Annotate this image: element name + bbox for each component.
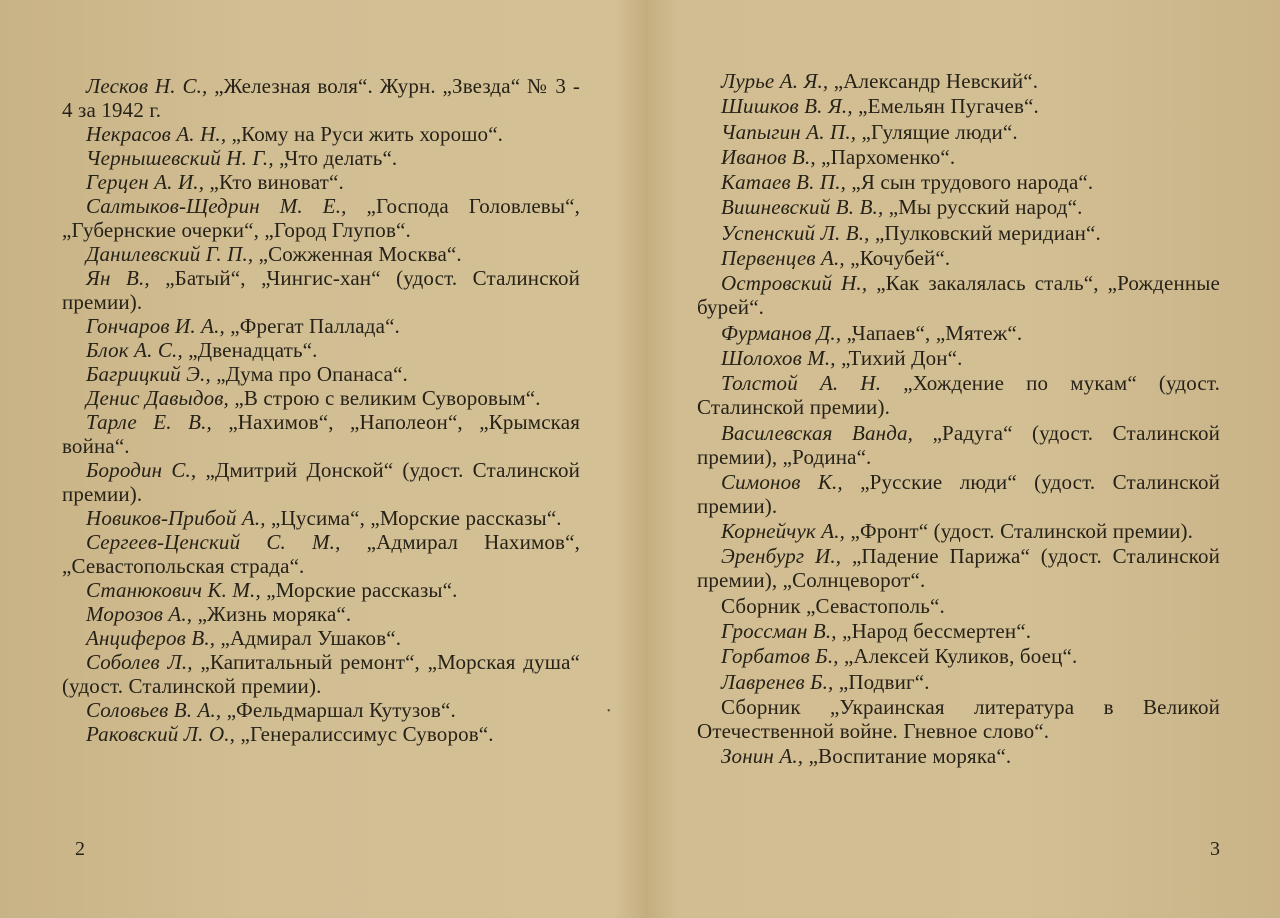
bibliography-entry: [62, 242, 580, 266]
entry-author: Гроссман В.,: [721, 619, 837, 644]
bibliography-entry: [697, 644, 1220, 668]
entry-author: Некрасов А. Н.,: [86, 122, 227, 146]
bibliography-entry: [697, 346, 1220, 370]
entry-author: Анциферов В.,: [86, 626, 216, 650]
bibliography-entry: [697, 221, 1220, 245]
entry-author: Горбатов Б.,: [721, 644, 839, 669]
entry-author: Морозов А.,: [86, 602, 193, 626]
entry-title: „Фронт“ (удост. Сталинской премии).: [845, 519, 1194, 544]
entry-author: Эренбург И.,: [721, 544, 842, 569]
entry-author: Соловьев В. А.,: [86, 698, 222, 722]
entry-title: „Кому на Руси жить хорошо“.: [226, 122, 504, 146]
entry-author: Чапыгин А. П.,: [721, 119, 857, 144]
bibliography-entry: [62, 626, 580, 650]
bibliography-entry: [62, 386, 580, 410]
bibliography-entry: [697, 170, 1220, 194]
entry-title: „Алексей Куликов, боец“.: [838, 644, 1078, 669]
bibliography-entry: [62, 314, 580, 338]
entry-author: Багрицкий Э.,: [86, 362, 211, 386]
entry-title: Сборник „Севастополь“.: [721, 593, 945, 618]
entry-author: Катаев В. П.,: [721, 170, 846, 195]
entry-author: Салтыков-Щедрин М. Е.,: [86, 194, 347, 218]
left-page: [62, 0, 580, 918]
bibliography-entry: [62, 170, 580, 194]
entry-title: „Емельян Пугачев“.: [852, 94, 1039, 119]
bibliography-entry: [697, 94, 1220, 118]
entry-author: Шолохов М.,: [721, 345, 836, 370]
bibliography-entry: [697, 695, 1220, 743]
entry-title: „Воспитание моряка“.: [803, 744, 1012, 769]
entry-title: „Гулящие люди“.: [856, 119, 1018, 144]
bibliography-entry: [697, 470, 1220, 518]
entry-title: „Дмитрий Донской“ (удост. Сталинской премии).: [62, 458, 580, 506]
left-page-entries: [62, 74, 580, 746]
right-page-number: 3: [1210, 838, 1220, 860]
bibliography-entry: [697, 69, 1220, 93]
entry-author: Успенский Л. В.,: [721, 220, 870, 245]
bibliography-entry: [697, 120, 1220, 144]
entry-author: Толстой А. Н.: [721, 371, 882, 396]
entry-title: „Я сын трудового народа“.: [846, 170, 1094, 195]
entry-author: Данилевский Г. П.,: [86, 242, 254, 266]
bibliography-entry: [697, 544, 1220, 592]
bibliography-entry: [697, 246, 1220, 270]
entry-title: „Народ бессмертен“.: [836, 619, 1032, 644]
bibliography-entry: [62, 266, 580, 314]
bibliography-entry: [62, 122, 580, 146]
entry-author: Соболев Л.,: [86, 650, 193, 674]
entry-title: „Сожженная Москва“.: [253, 242, 462, 266]
entry-author: Ян В.,: [86, 266, 150, 290]
entry-title: „Дума про Опанаса“.: [210, 362, 408, 386]
right-page: [697, 0, 1220, 918]
gutter-mark: •: [607, 706, 611, 717]
entry-title: „Кочубей“.: [844, 246, 951, 271]
entry-title: Сборник „Украинская литература в Великой Отечественной войне. Гневное слово“.: [697, 694, 1220, 743]
entry-author: Станюкович К. М.,: [86, 578, 261, 602]
entry-title: „Пархоменко“.: [815, 144, 956, 169]
entry-title: „Адмирал Ушаков“.: [215, 626, 402, 650]
entry-author: Чернышевский Н. Г.,: [86, 146, 274, 170]
entry-title: „Русские люди“ (удост. Сталинской премии).: [697, 469, 1220, 518]
entry-title: „Фельдмаршал Кутузов“.: [221, 698, 456, 722]
entry-title: „Фрегат Паллада“.: [224, 314, 400, 338]
entry-title: „Господа Головлевы“, „Губернские очерки“, „Город Глупов“.: [62, 194, 580, 242]
entry-title: „Морские рассказы“.: [260, 578, 458, 602]
entry-title: „Батый“, „Чингис-хан“ (удост. Сталинской премии).: [62, 266, 580, 314]
bibliography-entry: [62, 194, 580, 242]
entry-title: „Александр Невский“.: [828, 69, 1039, 93]
bibliography-entry: [62, 602, 580, 626]
bibliography-entry: [697, 619, 1220, 643]
entry-title: „Цусима“, „Морские рассказы“.: [265, 506, 562, 530]
entry-author: Иванов В.,: [721, 144, 816, 169]
entry-author: Островский Н.,: [721, 271, 868, 296]
entry-title: „Хождение по мукам“ (удост. Сталинской премии).: [697, 371, 1221, 420]
entry-title: „Мы русский народ“.: [883, 195, 1083, 220]
left-page-number: 2: [75, 838, 85, 860]
bibliography-entry: [62, 698, 580, 722]
entry-author: Лурье А. Я.,: [721, 69, 829, 93]
entry-author: Шишков В. Я.,: [721, 94, 853, 119]
bibliography-entry: [697, 594, 1220, 618]
entry-title: „Радуга“ (удост. Сталинской премии), „Родина“.: [697, 420, 1220, 469]
entry-title: „Кто виноват“.: [204, 170, 344, 194]
bibliography-entry: [697, 519, 1220, 543]
entry-author: Лесков Н. С.,: [86, 74, 208, 98]
bibliography-entry: [62, 362, 580, 386]
entry-title: „Падение Парижа“ (удост. Сталинской премии), „Солнцеворот“.: [697, 544, 1220, 593]
bibliography-entry: [697, 195, 1220, 219]
bibliography-entry: [62, 74, 580, 122]
entry-author: Гончаров И. А.,: [86, 314, 225, 338]
entry-title: „Жизнь моряка“.: [192, 602, 352, 626]
bibliography-entry: [697, 271, 1220, 319]
right-page-entries: [697, 69, 1220, 770]
entry-title: „В строю с великим Суворовым“.: [228, 386, 541, 410]
entry-title: „Пулковский меридиан“.: [869, 220, 1101, 245]
entry-author: Сергеев-Ценский С. М.,: [86, 530, 341, 554]
bibliography-entry: [697, 371, 1220, 419]
entry-author: Зонин А.,: [721, 744, 804, 769]
bibliography-entry: [62, 410, 580, 458]
entry-author: Вишневский В. В.,: [721, 195, 884, 220]
entry-title: „Генералиссимус Суворов“.: [235, 722, 494, 746]
entry-author: Блок А. С.,: [86, 338, 183, 362]
bibliography-entry: [697, 670, 1220, 694]
entry-title: „Адмирал Нахимов“, „Севастопольская страда“.: [62, 530, 580, 578]
bibliography-entry: [62, 338, 580, 362]
bibliography-entry: [697, 744, 1220, 768]
entry-author: Раковский Л. О.,: [86, 722, 236, 746]
bibliography-entry: [62, 458, 580, 506]
entry-author: Фурманов Д.,: [721, 320, 842, 345]
entry-author: Симонов К.,: [721, 469, 843, 494]
entry-author: Герцен А. И.,: [86, 170, 205, 194]
entry-author: Лавренев Б.,: [721, 669, 834, 694]
bibliography-entry: [697, 421, 1220, 469]
entry-author: Первенцев А.,: [721, 246, 845, 271]
entry-title: „Двенадцать“.: [182, 338, 318, 362]
entry-title: „Капитальный ремонт“, „Морская душа“ (удост. Сталинской премии).: [62, 650, 581, 698]
entry-title: „Тихий Дон“.: [835, 345, 963, 370]
bibliography-entry: [62, 650, 580, 698]
entry-title: „Подвиг“.: [833, 669, 930, 694]
entry-author: Денис Давыдов,: [86, 386, 229, 410]
bibliography-entry: [62, 578, 580, 602]
entry-title: „Чапаев“, „Мятеж“.: [841, 320, 1023, 345]
entry-title: „Как закалялась сталь“, „Рожденные бурей“.: [697, 271, 1220, 320]
entry-author: Бородин С.,: [86, 458, 197, 482]
entry-author: Василевская Ванда,: [721, 420, 914, 445]
bibliography-entry: [697, 145, 1220, 169]
entry-author: Тарле Е. В.,: [86, 410, 212, 434]
bibliography-entry: [62, 722, 580, 746]
entry-title: „Железная воля“. Журн. „Звезда“ № 3 - 4 за 1942 г.: [62, 74, 580, 122]
entry-author: Корнейчук А.,: [721, 519, 846, 544]
entry-title: „Что делать“.: [273, 146, 398, 170]
bibliography-entry: [697, 321, 1220, 345]
bibliography-entry: [62, 530, 580, 578]
entry-author: Новиков-Прибой А.,: [86, 506, 266, 530]
bibliography-entry: [62, 506, 580, 530]
entry-title: „Нахимов“, „Наполеон“, „Крымская война“.: [62, 410, 580, 458]
bibliography-entry: [62, 146, 580, 170]
